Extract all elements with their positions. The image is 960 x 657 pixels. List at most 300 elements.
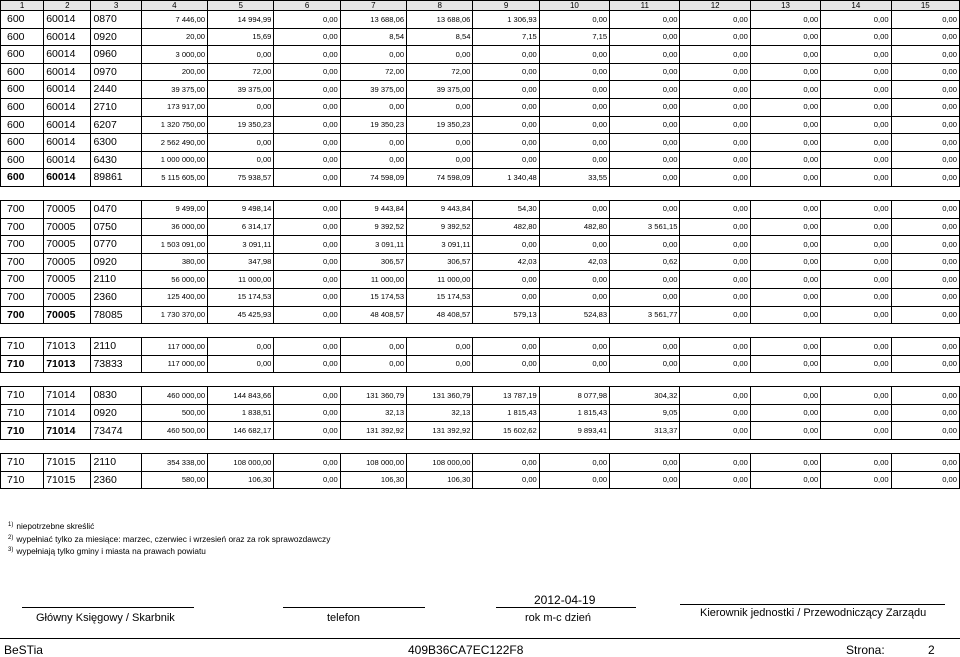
table-cell: 710	[1, 355, 44, 373]
table-cell: 0,00	[891, 63, 959, 81]
page-footer	[0, 638, 960, 657]
table-cell: 0,00	[539, 63, 609, 81]
table-cell: 117 000,00	[141, 338, 207, 356]
table-cell: 131 392,92	[340, 422, 406, 440]
table-cell: 304,32	[610, 387, 680, 405]
table-cell: 0,00	[821, 81, 891, 99]
table-cell: 39 375,00	[340, 81, 406, 99]
table-cell: 700	[1, 236, 44, 254]
table-cell: 2360	[91, 288, 141, 306]
date-value: 2012-04-19	[534, 593, 596, 607]
table-cell: 710	[1, 422, 44, 440]
table-cell: 0,00	[274, 253, 340, 271]
table-cell: 9 498,14	[208, 200, 274, 218]
table-cell: 0,00	[473, 288, 539, 306]
table-cell: 0,00	[610, 200, 680, 218]
table-row	[1, 63, 960, 81]
subtotal-row	[1, 355, 960, 373]
table-cell: 0,00	[539, 236, 609, 254]
table-cell: 45 425,93	[208, 306, 274, 324]
table-row	[1, 46, 960, 64]
table-cell: 0,00	[891, 422, 959, 440]
table-cell: 0,00	[610, 471, 680, 489]
table-cell: 0,00	[610, 116, 680, 134]
table-cell: 0,00	[274, 28, 340, 46]
table-cell: 0,00	[750, 236, 820, 254]
column-header: 14	[821, 1, 891, 11]
phone-label: telefon	[327, 612, 361, 624]
table-cell: 173 917,00	[141, 98, 207, 116]
table-cell: 0,00	[750, 116, 820, 134]
table-cell: 0,00	[473, 134, 539, 152]
table-cell: 0,00	[407, 98, 473, 116]
group-separator	[1, 373, 960, 387]
table-cell: 32,13	[407, 404, 473, 422]
table-cell: 70005	[44, 306, 91, 324]
table-cell: 0,00	[680, 98, 750, 116]
table-cell: 0,00	[680, 404, 750, 422]
table-cell: 0,00	[274, 454, 340, 472]
table-cell: 700	[1, 288, 44, 306]
table-cell: 19 350,23	[407, 116, 473, 134]
table-cell: 74 598,09	[340, 169, 406, 187]
table-cell: 0,00	[891, 471, 959, 489]
table-cell: 0,00	[539, 46, 609, 64]
table-cell: 9 443,84	[407, 200, 473, 218]
table-cell: 0,00	[208, 98, 274, 116]
table-cell: 0770	[91, 236, 141, 254]
date-label: rok m-c dzień	[525, 612, 592, 624]
table-cell: 0,00	[274, 306, 340, 324]
table-cell: 0,00	[821, 253, 891, 271]
table-cell: 0,00	[539, 471, 609, 489]
table-row	[1, 116, 960, 134]
table-cell: 15 174,53	[340, 288, 406, 306]
table-cell: 0,00	[680, 306, 750, 324]
table-cell: 200,00	[141, 63, 207, 81]
table-cell: 0,00	[274, 288, 340, 306]
table-cell: 13 787,19	[473, 387, 539, 405]
table-cell: 0,00	[274, 169, 340, 187]
table-row	[1, 218, 960, 236]
table-cell: 32,13	[340, 404, 406, 422]
table-cell: 306,57	[340, 253, 406, 271]
table-cell: 0,00	[891, 253, 959, 271]
table-cell: 0,00	[274, 355, 340, 373]
footnote-text: wypełniać tylko za miesiące: marzec, czerwiec i wrzesień oraz za rok sprawozdawczy	[16, 533, 331, 544]
table-cell: 0,00	[750, 63, 820, 81]
group-separator	[1, 186, 960, 200]
table-cell: 60014	[44, 63, 91, 81]
table-cell: 0,00	[473, 271, 539, 289]
group-separator	[1, 440, 960, 454]
table-cell: 60014	[44, 11, 91, 29]
table-cell: 0,00	[750, 134, 820, 152]
table-cell: 131 360,79	[407, 387, 473, 405]
head-label: Kierownik jednostki / Przewodniczący Zarządu	[700, 607, 927, 619]
table-cell: 0,00	[821, 471, 891, 489]
table-cell: 0,00	[539, 355, 609, 373]
table-row	[1, 288, 960, 306]
table-cell: 3 091,11	[340, 236, 406, 254]
table-cell: 0,00	[208, 134, 274, 152]
table-cell: 600	[1, 28, 44, 46]
table-cell: 0,00	[750, 253, 820, 271]
signature-line-accountant	[22, 607, 194, 608]
table-cell: 0,00	[680, 288, 750, 306]
table-cell: 70005	[44, 200, 91, 218]
table-cell: 0,00	[891, 200, 959, 218]
table-cell: 0,00	[473, 98, 539, 116]
table-cell: 580,00	[141, 471, 207, 489]
table-cell: 354 338,00	[141, 454, 207, 472]
table-cell: 71014	[44, 404, 91, 422]
table-cell: 2110	[91, 454, 141, 472]
table-cell: 0,00	[750, 454, 820, 472]
column-header: 4	[141, 1, 207, 11]
table-cell: 15 602,62	[473, 422, 539, 440]
table-cell: 2440	[91, 81, 141, 99]
table-cell: 0,00	[821, 169, 891, 187]
table-cell: 0,00	[539, 81, 609, 99]
table-cell: 0,00	[750, 271, 820, 289]
column-header: 11	[610, 1, 680, 11]
footnotes	[8, 520, 330, 558]
table-cell: 60014	[44, 134, 91, 152]
table-row	[1, 271, 960, 289]
table-cell: 600	[1, 81, 44, 99]
table-cell: 0470	[91, 200, 141, 218]
table-cell: 0,00	[680, 134, 750, 152]
table-cell: 0,00	[680, 81, 750, 99]
table-cell: 0,00	[821, 288, 891, 306]
table-cell: 0,00	[680, 151, 750, 169]
table-cell: 0,00	[539, 338, 609, 356]
column-header: 3	[91, 1, 141, 11]
table-row	[1, 200, 960, 218]
table-cell: 0,00	[340, 46, 406, 64]
table-cell: 0,00	[274, 46, 340, 64]
table-cell: 0830	[91, 387, 141, 405]
table-cell: 3 561,15	[610, 218, 680, 236]
table-cell: 1 306,93	[473, 11, 539, 29]
footnote-mark: 1)	[8, 522, 14, 528]
table-cell: 60014	[44, 28, 91, 46]
table-cell: 1 730 370,00	[141, 306, 207, 324]
table-cell: 5 115 605,00	[141, 169, 207, 187]
table-cell: 0,00	[891, 288, 959, 306]
signature-line-phone	[283, 607, 425, 608]
table-row	[1, 98, 960, 116]
table-cell: 70005	[44, 288, 91, 306]
table-cell: 0,00	[473, 46, 539, 64]
table-cell: 600	[1, 46, 44, 64]
table-cell: 0,00	[680, 471, 750, 489]
table-cell: 39 375,00	[407, 81, 473, 99]
table-cell: 0,00	[539, 134, 609, 152]
table-cell: 0,00	[610, 454, 680, 472]
table-cell: 700	[1, 253, 44, 271]
table-cell: 0,00	[274, 98, 340, 116]
table-cell: 131 392,92	[407, 422, 473, 440]
table-cell: 0,00	[274, 11, 340, 29]
table-cell: 71013	[44, 355, 91, 373]
table-cell: 0,00	[473, 151, 539, 169]
table-cell: 482,80	[473, 218, 539, 236]
footnote-mark: 2)	[8, 534, 14, 541]
table-cell: 700	[1, 306, 44, 324]
table-cell: 19 350,23	[340, 116, 406, 134]
table-cell: 33,55	[539, 169, 609, 187]
table-cell: 0,00	[610, 134, 680, 152]
table-cell: 0,00	[680, 11, 750, 29]
table-cell: 1 815,43	[473, 404, 539, 422]
table-cell: 0,00	[891, 387, 959, 405]
table-cell: 700	[1, 218, 44, 236]
table-cell: 0920	[91, 253, 141, 271]
table-cell: 347,98	[208, 253, 274, 271]
table-cell: 460 000,00	[141, 387, 207, 405]
table-cell: 0970	[91, 63, 141, 81]
table-cell: 600	[1, 116, 44, 134]
table-cell: 0,00	[680, 387, 750, 405]
footnote	[8, 520, 330, 533]
table-cell: 19 350,23	[208, 116, 274, 134]
table-cell: 0,00	[473, 63, 539, 81]
table-cell: 0,00	[821, 271, 891, 289]
table-cell: 0,00	[340, 98, 406, 116]
table-cell: 0,00	[821, 306, 891, 324]
table-cell: 0,00	[473, 454, 539, 472]
table-cell: 0,00	[539, 151, 609, 169]
table-cell: 0,00	[407, 338, 473, 356]
table-cell: 0,00	[610, 288, 680, 306]
column-header: 12	[680, 1, 750, 11]
table-cell: 0,00	[274, 200, 340, 218]
table-cell: 2360	[91, 471, 141, 489]
table-cell: 579,13	[473, 306, 539, 324]
table-cell: 9 499,00	[141, 200, 207, 218]
footnote-text: wypełniają tylko gminy i miasta na prawach powiatu	[16, 546, 206, 556]
table-cell: 1 838,51	[208, 404, 274, 422]
signature-line-head	[680, 604, 945, 605]
table-cell: 0,00	[473, 81, 539, 99]
table-cell: 60014	[44, 46, 91, 64]
table-cell: 0,00	[821, 422, 891, 440]
table-cell: 710	[1, 387, 44, 405]
table-cell: 0,00	[274, 63, 340, 81]
table-cell: 0,00	[891, 116, 959, 134]
table-row	[1, 338, 960, 356]
separator-cell	[1, 440, 960, 454]
table-cell: 0,00	[750, 338, 820, 356]
table-cell: 3 561,77	[610, 306, 680, 324]
table-cell: 0,00	[539, 271, 609, 289]
table-cell: 0,00	[821, 236, 891, 254]
table-cell: 0,00	[473, 471, 539, 489]
table-row	[1, 151, 960, 169]
column-header-row	[1, 1, 960, 11]
table-cell: 0,00	[473, 355, 539, 373]
table-cell: 106,30	[340, 471, 406, 489]
page-label: Strona:	[846, 643, 885, 657]
column-header: 10	[539, 1, 609, 11]
table-cell: 78085	[91, 306, 141, 324]
table-cell: 0,00	[750, 28, 820, 46]
table-cell: 0,00	[407, 134, 473, 152]
table-cell: 0,00	[208, 355, 274, 373]
column-header: 7	[340, 1, 406, 11]
table-cell: 0,00	[680, 218, 750, 236]
table-cell: 0,00	[750, 81, 820, 99]
separator-cell	[1, 324, 960, 338]
table-cell: 9 392,52	[407, 218, 473, 236]
table-cell: 0,00	[539, 200, 609, 218]
table-cell: 313,37	[610, 422, 680, 440]
table-cell: 700	[1, 271, 44, 289]
table-cell: 0,00	[274, 116, 340, 134]
table-cell: 0,00	[274, 338, 340, 356]
table-cell: 0,00	[821, 454, 891, 472]
table-cell: 0,00	[750, 404, 820, 422]
table-cell: 60014	[44, 81, 91, 99]
table-cell: 0,00	[610, 338, 680, 356]
table-cell: 0,00	[340, 338, 406, 356]
table-cell: 2110	[91, 338, 141, 356]
table-cell: 710	[1, 471, 44, 489]
table-cell: 0,00	[407, 355, 473, 373]
column-header: 1	[1, 1, 44, 11]
table-cell: 0,00	[610, 355, 680, 373]
table-cell: 11 000,00	[208, 271, 274, 289]
table-cell: 0,00	[680, 200, 750, 218]
table-cell: 0,00	[821, 46, 891, 64]
table-cell: 0,00	[610, 46, 680, 64]
table-cell: 0,00	[539, 98, 609, 116]
table-cell: 72,00	[407, 63, 473, 81]
table-cell: 74 598,09	[407, 169, 473, 187]
table-cell: 0870	[91, 11, 141, 29]
table-cell: 0,00	[821, 116, 891, 134]
table-cell: 0,00	[750, 46, 820, 64]
table-cell: 9,05	[610, 404, 680, 422]
table-cell: 0,00	[539, 454, 609, 472]
table-row	[1, 471, 960, 489]
table-cell: 60014	[44, 169, 91, 187]
table-cell: 0,00	[274, 134, 340, 152]
table-cell: 0,00	[821, 151, 891, 169]
table-cell: 14 994,99	[208, 11, 274, 29]
subtotal-row	[1, 422, 960, 440]
table-cell: 0,00	[680, 28, 750, 46]
table-cell: 0,00	[891, 404, 959, 422]
table-cell: 89861	[91, 169, 141, 187]
table-cell: 1 340,48	[473, 169, 539, 187]
table-cell: 1 000 000,00	[141, 151, 207, 169]
table-cell: 0,00	[274, 422, 340, 440]
table-cell: 0,00	[610, 98, 680, 116]
table-row	[1, 11, 960, 29]
table-cell: 0,00	[821, 200, 891, 218]
table-cell: 60014	[44, 98, 91, 116]
table-cell: 6 314,17	[208, 218, 274, 236]
separator-cell	[1, 186, 960, 200]
table-cell: 0,00	[821, 63, 891, 81]
table-cell: 0,00	[750, 288, 820, 306]
table-cell: 7,15	[539, 28, 609, 46]
table-row	[1, 134, 960, 152]
table-cell: 8,54	[340, 28, 406, 46]
table-cell: 0,00	[891, 355, 959, 373]
table-cell: 0,00	[274, 218, 340, 236]
table-cell: 0,00	[821, 98, 891, 116]
table-cell: 3 000,00	[141, 46, 207, 64]
table-cell: 0,00	[821, 218, 891, 236]
table-row	[1, 404, 960, 422]
column-header: 9	[473, 1, 539, 11]
table-cell: 0,00	[610, 271, 680, 289]
table-cell: 306,57	[407, 253, 473, 271]
table-cell: 48 408,57	[407, 306, 473, 324]
table-cell: 11 000,00	[340, 271, 406, 289]
table-cell: 0,00	[473, 338, 539, 356]
table-cell: 0,00	[274, 387, 340, 405]
table-cell: 0,00	[208, 46, 274, 64]
table-cell: 75 938,57	[208, 169, 274, 187]
table-cell: 0,00	[539, 288, 609, 306]
table-cell: 0,00	[821, 387, 891, 405]
table-cell: 0,00	[610, 28, 680, 46]
table-row	[1, 454, 960, 472]
table-cell: 500,00	[141, 404, 207, 422]
table-cell: 0,00	[610, 151, 680, 169]
table-cell: 0,00	[750, 98, 820, 116]
table-cell: 0,00	[274, 236, 340, 254]
table-cell: 8 077,98	[539, 387, 609, 405]
table-cell: 0,00	[821, 11, 891, 29]
table-cell: 72,00	[340, 63, 406, 81]
table-cell: 39 375,00	[141, 81, 207, 99]
table-cell: 0,00	[891, 306, 959, 324]
table-cell: 7,15	[473, 28, 539, 46]
system-name: BeSTia	[4, 643, 43, 657]
column-header: 8	[407, 1, 473, 11]
table-cell: 0,00	[750, 387, 820, 405]
table-cell: 0,00	[340, 355, 406, 373]
table-cell: 3 091,11	[208, 236, 274, 254]
table-cell: 0,00	[473, 236, 539, 254]
table-cell: 0,00	[891, 218, 959, 236]
table-cell: 0750	[91, 218, 141, 236]
footnote-text: niepotrzebne skreślić	[16, 521, 95, 531]
table-cell: 70005	[44, 271, 91, 289]
table-cell: 0,00	[750, 151, 820, 169]
table-cell: 482,80	[539, 218, 609, 236]
table-cell: 0,00	[680, 169, 750, 187]
table-cell: 710	[1, 338, 44, 356]
table-cell: 6430	[91, 151, 141, 169]
table-cell: 0,00	[610, 11, 680, 29]
table-cell: 0,00	[750, 218, 820, 236]
table-cell: 0,00	[610, 236, 680, 254]
table-cell: 15,69	[208, 28, 274, 46]
table-cell: 48 408,57	[340, 306, 406, 324]
column-header: 13	[750, 1, 820, 11]
column-header: 5	[208, 1, 274, 11]
table-cell: 0,00	[610, 81, 680, 99]
table-cell: 39 375,00	[208, 81, 274, 99]
table-cell: 108 000,00	[407, 454, 473, 472]
